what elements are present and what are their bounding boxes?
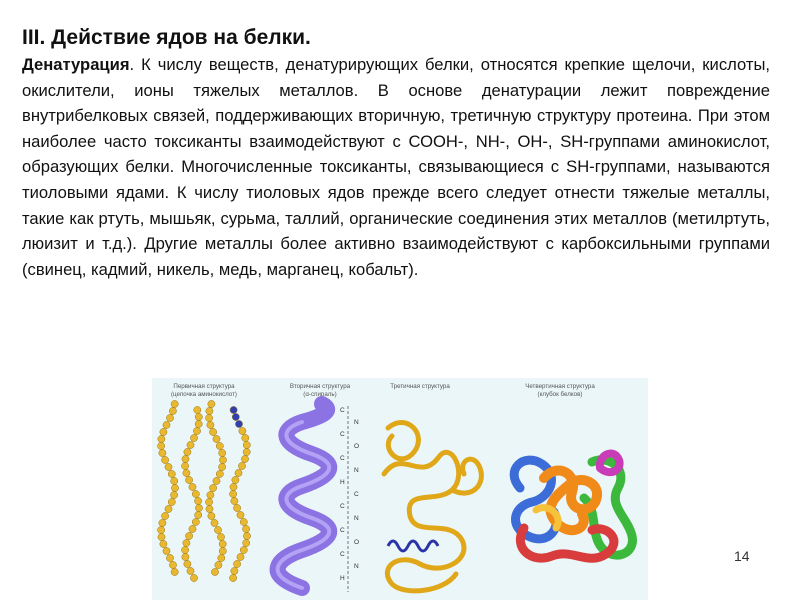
amino-acid-bead <box>242 434 249 441</box>
amino-acid-bead <box>158 435 165 442</box>
amino-acid-bead <box>219 540 226 547</box>
amino-acid-bead <box>235 469 242 476</box>
amino-acid-bead <box>232 413 239 420</box>
helix-atom-label: N <box>354 563 359 570</box>
amino-acid-bead <box>213 477 220 484</box>
amino-acid-bead <box>208 512 215 519</box>
amino-acid-bead <box>162 512 169 519</box>
amino-acid-bead <box>211 568 218 575</box>
amino-acid-bead <box>163 547 170 554</box>
amino-acid-bead <box>206 498 213 505</box>
amino-acid-bead <box>162 456 169 463</box>
helix-atom-label: H <box>340 479 345 486</box>
amino-acid-bead <box>190 574 197 581</box>
amino-acid-bead <box>237 553 244 560</box>
caption-primary-line2: (цепочка аминокислот) <box>170 391 238 398</box>
caption-primary-line1: Первичная структура <box>173 383 235 390</box>
amino-acid-bead <box>219 456 226 463</box>
helix-atom-label: N <box>354 467 359 474</box>
amino-acid-bead <box>184 448 191 455</box>
amino-acid-bead <box>159 449 166 456</box>
amino-acid-bead <box>243 441 250 448</box>
paragraph-text: . К числу веществ, денатурирующих белки, относятся крепкие щелочи, кислоты, окислители, ионы тяжелых металлов. В основе денатурации лежит повреждение внутрибелковых связей, поддерживающих вторичную, третичную структуру протеина. При этом наиболее часто токсиканты взаимодействуют с СООН-, NH-, ОН-, SH-группами аминокислот, образующих белки. Многочисленные токсиканты, связывающиеся с SH-группами, называются тиоловыми ядами. К числу тиоловых ядов прежде всего следует отнести тяжелые металлы, такие как ртуть, мышьяк, сурьма, таллий, органические соединения этих металлов (метилртуть, люизит и т.д.). Другие металлы более активно взаимодействуют с карбоксильными группами (свинец, кадмий, никель, медь, марганец, кобальт). <box>22 55 770 279</box>
amino-acid-bead <box>219 449 226 456</box>
amino-acid-bead <box>190 434 197 441</box>
amino-acid-bead <box>243 448 250 455</box>
helix-atom-label: C <box>354 491 359 498</box>
amino-acid-bead <box>235 420 242 427</box>
caption-secondary-line2: (α-спираль) <box>303 391 337 398</box>
quaternary-structure-cluster <box>514 453 632 558</box>
amino-acid-bead <box>186 532 193 539</box>
helix-atom-label: N <box>354 515 359 522</box>
amino-acid-bead <box>166 554 173 561</box>
amino-acid-bead <box>215 561 222 568</box>
amino-acid-bead <box>231 567 238 574</box>
amino-acid-bead <box>230 483 237 490</box>
amino-acid-bead <box>231 497 238 504</box>
amino-acid-bead <box>240 518 247 525</box>
protein-structure-illustration <box>152 378 648 600</box>
amino-acid-bead <box>166 414 173 421</box>
amino-acid-bead <box>165 463 172 470</box>
amino-acid-bead <box>182 553 189 560</box>
amino-acid-bead <box>195 420 202 427</box>
amino-acid-bead <box>195 497 202 504</box>
helix-atom-label: C <box>340 503 345 510</box>
amino-acid-bead <box>194 406 201 413</box>
amino-acid-bead <box>187 441 194 448</box>
tertiary-structure-fold <box>384 422 481 590</box>
amino-acid-bead <box>189 483 196 490</box>
helix-atom-label: C <box>340 431 345 438</box>
amino-acid-bead <box>158 526 165 533</box>
amino-acid-bead <box>192 518 199 525</box>
amino-acid-bead <box>169 561 176 568</box>
helix-atom-label: C <box>340 527 345 534</box>
amino-acid-bead <box>207 491 214 498</box>
amino-acid-bead <box>160 428 167 435</box>
amino-acid-bead <box>182 546 189 553</box>
slide-title: III. Действие ядов на белки. <box>22 26 311 49</box>
amino-acid-bead <box>240 546 247 553</box>
amino-acid-bead <box>182 455 189 462</box>
amino-acid-bead <box>182 462 189 469</box>
helix-atom-label: O <box>354 539 360 546</box>
amino-acid-bead <box>211 519 218 526</box>
amino-acid-bead <box>183 539 190 546</box>
amino-acid-bead <box>232 476 239 483</box>
amino-acid-bead <box>169 407 176 414</box>
page-number: 14 <box>734 548 750 564</box>
amino-acid-bead <box>195 504 202 511</box>
helix-atom-label: O <box>354 443 360 450</box>
secondary-structure-alpha-helix <box>278 404 359 592</box>
tertiary-ribbon <box>384 422 481 590</box>
term-denaturation: Денатурация <box>22 55 130 74</box>
amino-acid-bead <box>234 560 241 567</box>
amino-acid-bead <box>158 442 165 449</box>
amino-acid-bead <box>187 567 194 574</box>
amino-acid-bead <box>230 406 237 413</box>
amino-acid-bead <box>168 470 175 477</box>
caption-secondary-line1: Вторичная структура <box>289 383 351 390</box>
amino-acid-bead <box>217 533 224 540</box>
amino-acid-bead <box>186 476 193 483</box>
body-paragraph <box>22 52 770 282</box>
amino-acid-bead <box>163 421 170 428</box>
helix-atom-labels <box>340 407 359 582</box>
amino-acid-bead <box>195 511 202 518</box>
amino-acid-bead <box>208 400 215 407</box>
helix-atom-label: C <box>340 407 345 414</box>
caption-quaternary-line2: (клубок белков) <box>537 391 583 398</box>
caption-tertiary-line1: Третичная структура <box>390 383 450 390</box>
amino-acid-bead <box>243 525 250 532</box>
amino-acid-bead <box>234 504 241 511</box>
amino-acid-bead <box>207 421 214 428</box>
amino-acid-bead <box>168 498 175 505</box>
amino-acid-bead <box>206 414 213 421</box>
helix-atom-label: C <box>340 551 345 558</box>
amino-acid-bead <box>160 540 167 547</box>
primary-structure-bead-chain <box>158 400 251 581</box>
helix-atom-label: H <box>340 575 345 582</box>
amino-acid-bead <box>239 427 246 434</box>
amino-acid-bead <box>195 413 202 420</box>
helix-atom-label: N <box>354 419 359 426</box>
amino-acid-bead <box>243 539 250 546</box>
helix-atom-label: C <box>340 455 345 462</box>
amino-acid-bead <box>238 462 245 469</box>
amino-acid-bead <box>219 463 226 470</box>
quat-subunit-yellow <box>536 508 558 528</box>
amino-acid-bead <box>218 554 225 561</box>
amino-acid-bead <box>171 400 178 407</box>
amino-acid-bead <box>230 490 237 497</box>
amino-acid-bead <box>230 574 237 581</box>
amino-acid-bead <box>184 560 191 567</box>
amino-acid-bead <box>241 455 248 462</box>
protein-structure-figure <box>152 378 648 600</box>
amino-acid-bead <box>159 519 166 526</box>
amino-acid-bead <box>210 428 217 435</box>
amino-acid-bead <box>192 490 199 497</box>
amino-acid-bead <box>206 407 213 414</box>
amino-acid-bead <box>171 484 178 491</box>
amino-acid-bead <box>214 526 221 533</box>
amino-acid-bead <box>189 525 196 532</box>
amino-acid-bead <box>171 568 178 575</box>
amino-acid-bead <box>206 505 213 512</box>
amino-acid-bead <box>213 435 220 442</box>
amino-acid-bead <box>165 505 172 512</box>
tertiary-helix-segment <box>388 541 438 551</box>
amino-acid-bead <box>210 484 217 491</box>
amino-acid-bead <box>158 533 165 540</box>
amino-acid-bead <box>243 532 250 539</box>
amino-acid-bead <box>171 491 178 498</box>
amino-acid-bead <box>193 427 200 434</box>
amino-acid-bead <box>237 511 244 518</box>
amino-acid-bead <box>183 469 190 476</box>
amino-acid-bead <box>216 442 223 449</box>
amino-acid-bead <box>216 470 223 477</box>
amino-acid-bead <box>219 547 226 554</box>
caption-quaternary-line1: Четвертичная структура <box>525 383 595 390</box>
amino-acid-bead <box>171 477 178 484</box>
